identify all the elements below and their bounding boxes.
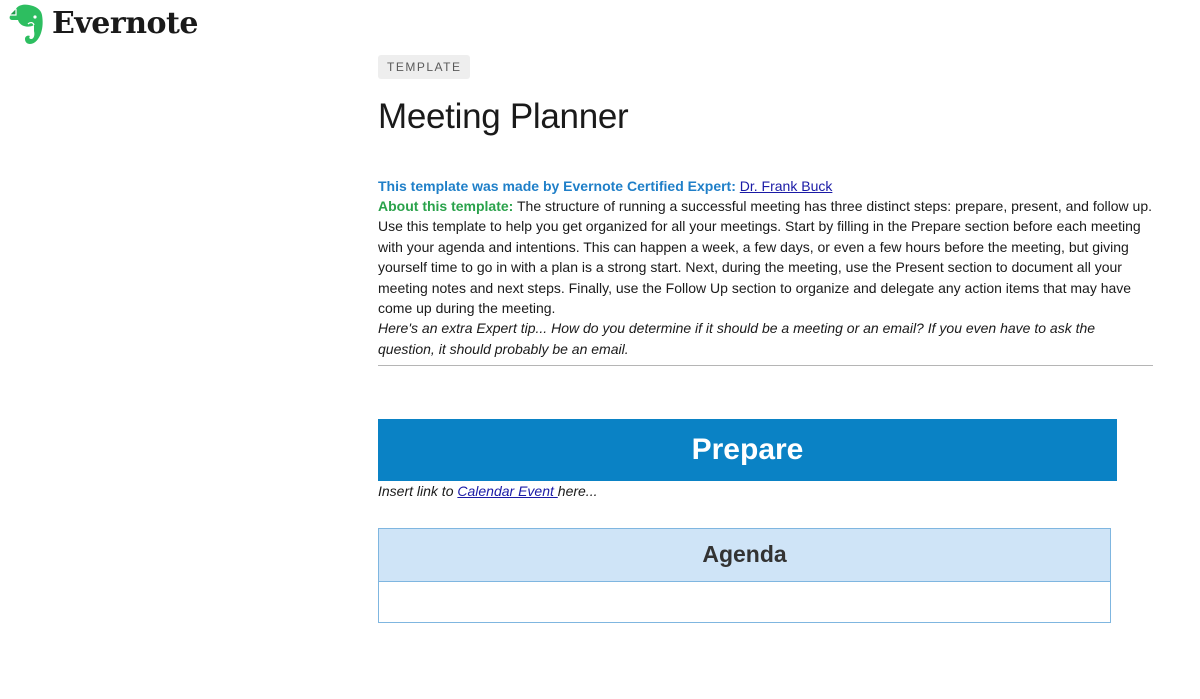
page-title: Meeting Planner [378,97,629,136]
insert-prefix: Insert link to [378,483,458,500]
brand-name: Evernote [52,6,198,41]
calendar-event-link[interactable]: Calendar Event [457,483,558,500]
about-paragraph [378,196,1153,216]
prepare-heading: Prepare [378,419,1117,481]
agenda-table [378,528,1111,623]
insert-link-line [378,481,1153,501]
expert-tip: Here's an extra Expert tip... How do you determine if it should be a meeting or an email? If you even have to ask the question, it should probably be an email. [378,320,1096,357]
evernote-logo[interactable] [8,3,198,45]
agenda-heading: Agenda [379,529,1110,582]
agenda-cell[interactable] [379,582,1110,622]
author-link[interactable]: Dr. Frank Buck [739,178,833,194]
evernote-elephant-icon [8,3,46,45]
made-by-line [378,176,1153,196]
made-by-label: This template was made by Evernote Certified Expert: [378,178,740,194]
usage-paragraph: Use this template to help you get organized for all your meetings. Start by filling in the Prepare section before each meeting with your agenda and intentions. This can happen a week, a few days, or even a few hours before the meeting, but giving yourself time to go in with a plan is a strong start. Next, during the meeting, use the Present section to document all your meeting notes and next steps. Finally, use the Follow Up section to organize and delegate any action items that may have come up during the meeting. [378,218,1141,317]
note-content [378,55,1153,623]
divider [378,365,1153,366]
about-label: About this template: [378,198,514,214]
template-tag[interactable]: TEMPLATE [378,55,470,79]
about-text: The structure of running a successful meeting has three distinct steps: prepare, present, and follow up. [513,198,1152,214]
insert-suffix: here... [557,483,598,500]
